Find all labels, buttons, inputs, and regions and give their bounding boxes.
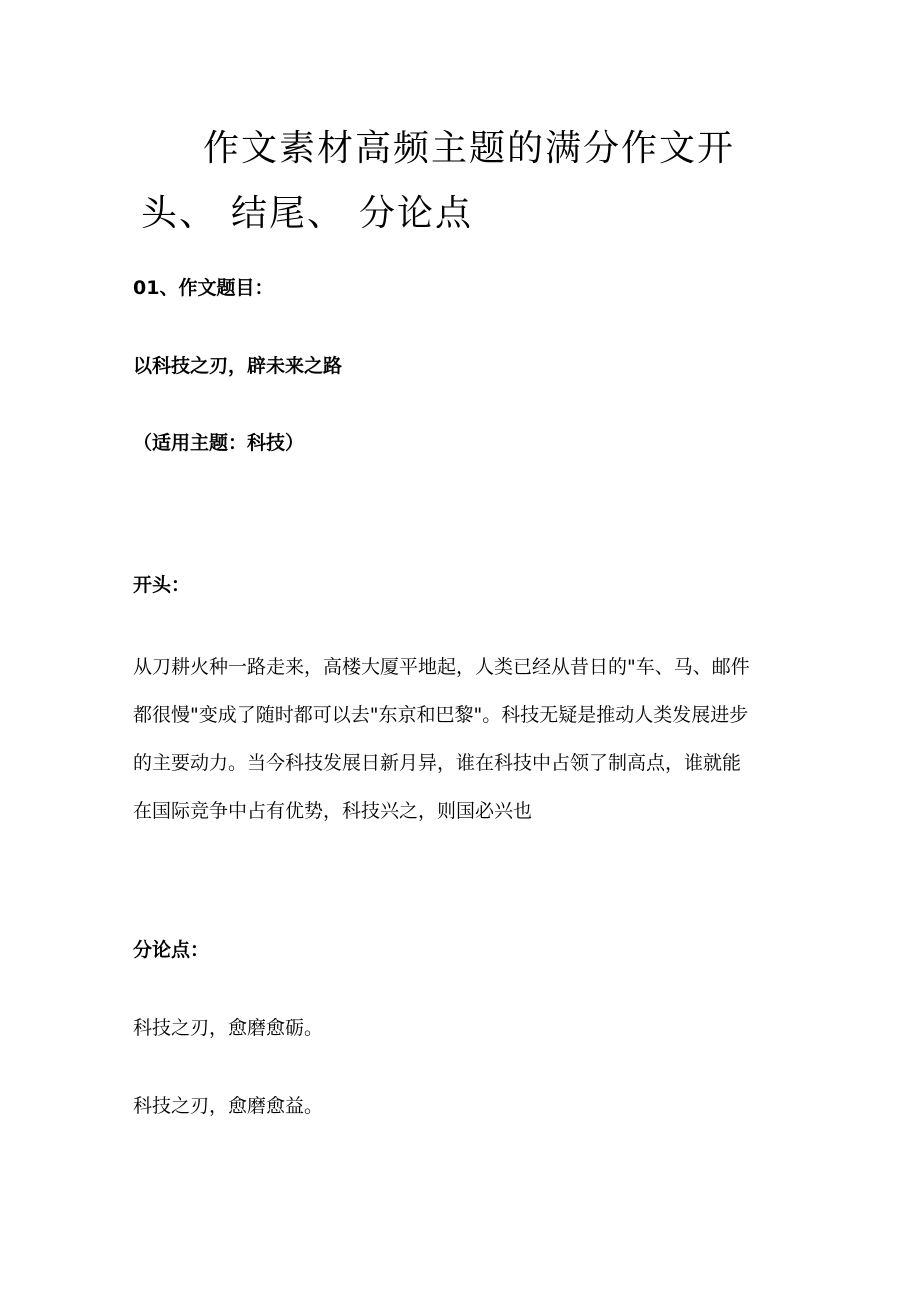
title-part-3: 分论点: [359, 193, 474, 234]
section-number-label: 01、作文题目：: [133, 277, 274, 299]
opening-line-4: 在国际竞争中占有优势，科技兴之，则国必兴也: [133, 800, 533, 822]
opening-line-3: 的主要动力。当今科技发展日新月异，谁在科技中占领了制高点，谁就能: [133, 752, 742, 774]
document-title-line-1: 作文素材高频主题的满分作文开: [203, 128, 736, 169]
document-title-line-2: [141, 193, 474, 234]
sub-argument-1: 科技之刃，愈磨愈砺。: [133, 1017, 324, 1039]
title-part-1: 头、: [141, 193, 218, 234]
theme-note: （适用主题：科技）: [133, 432, 305, 454]
opening-paragraph: [133, 643, 793, 835]
title-part-2: 结尾、: [231, 193, 346, 234]
essay-title: 以科技之刃，辟未来之路: [133, 355, 343, 377]
opening-line-1: 从刀耕火种一路走来，高楼大厦平地起，人类已经从昔日的"车、马、邮件: [133, 656, 750, 678]
opening-line-2: 都很慢"变成了随时都可以去"东京和巴黎"。科技无疑是推动人类发展进步: [133, 704, 749, 726]
sub-arguments-heading: 分论点：: [133, 939, 210, 961]
sub-argument-2: 科技之刃，愈磨愈益。: [133, 1095, 324, 1117]
opening-heading: 开头：: [133, 574, 191, 596]
